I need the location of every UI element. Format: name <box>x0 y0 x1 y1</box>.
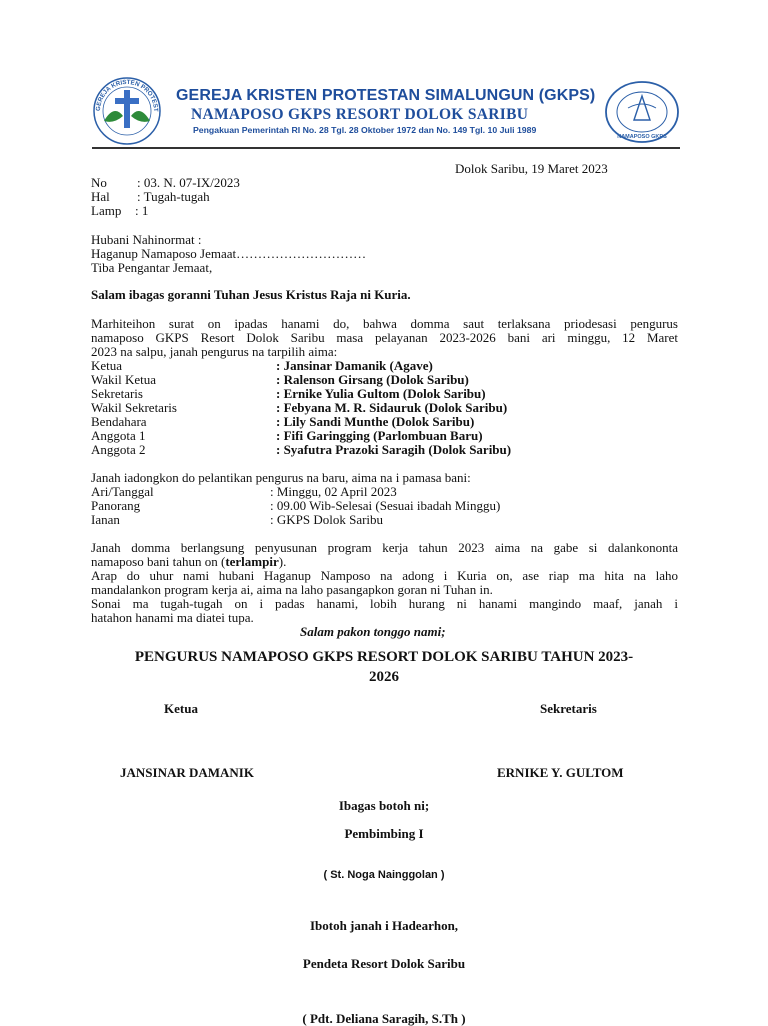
officer-name: : Ernike Yulia Gultom (Dolok Saribu) <box>276 386 486 401</box>
hope-paragraph-line: mandalankon program kerja ai, aima na laho pasangapkon goran ni Tuhan in. <box>91 582 493 597</box>
mentor-name: ( St. Noga Nainggolan ) <box>323 869 445 881</box>
meta-attachment-value: : 1 <box>135 203 149 218</box>
intro-line: namaposo GKPS Resort Dolok Saribu masa pelayanan 2023-2026 bani ari minggu, 12 Maret <box>91 330 678 345</box>
closing-salutation: Salam pakon tonggo nami; <box>300 624 446 639</box>
hope-paragraph-line: Arap do uhur nami hubani Haganup Namposo na adong i Kuria on, ase riap ma hita na laho <box>91 568 678 583</box>
greeting: Salam ibagas goranni Tuhan Jesus Kristus Raja ni Kuria. <box>91 287 411 302</box>
namaposo-logo <box>604 80 680 144</box>
church-logo-text: GEREJA KRISTEN PROTEST <box>94 78 160 112</box>
committee-title <box>80 647 688 687</box>
chair-role: Ketua <box>164 701 198 716</box>
officer-role: Wakil Ketua <box>91 372 157 387</box>
secretary-name: ERNIKE Y. GULTOM <box>497 765 624 780</box>
schedule-label: Ianan <box>91 512 120 527</box>
officer-name: : Febyana M. R. Sidauruk (Dolok Saribu) <box>276 400 508 415</box>
chair-name: JANSINAR DAMANIK <box>120 765 254 780</box>
officer-role: Ketua <box>91 358 123 373</box>
intro-line: 2023 na salpu, janah pengurus na tarpilih aima: <box>91 344 338 359</box>
officer-name: : Lily Sandi Munthe (Dolok Saribu) <box>276 414 475 429</box>
officer-name: : Syafutra Prazoki Saragih (Dolok Saribu) <box>276 442 512 457</box>
approved-by: Ibotoh janah i Hadearhon, <box>309 918 459 933</box>
attachment-note: terlampir <box>225 554 279 569</box>
committee-title-line: PENGURUS NAMAPOSO GKPS RESORT DOLOK SARIBU TAHUN 2023- <box>134 649 634 665</box>
church-logo <box>92 76 162 146</box>
address-line: Tiba Pengantar Jemaat, <box>91 260 213 275</box>
officer-name: : Fifi Garingging (Parlombuan Baru) <box>276 428 483 443</box>
pastor-name: ( Pdt. Deliana Saragih, S.Th ) <box>302 1011 466 1026</box>
government-recognition: Pengakuan Pemerintah RI No. 28 Tgl. 28 Oktober 1972 dan No. 149 Tgl. 10 Juli 1989 <box>193 125 537 135</box>
organization-name: NAMAPOSO GKPS RESORT DOLOK SARIBU <box>191 106 529 123</box>
address-line: Haganup Namaposo Jemaat………………………… <box>91 246 367 261</box>
closing-paragraph-line: Sonai ma tugah-tugah on i padas hanami, lobih hurang ni hanami mangindo maaf, janah i <box>91 596 678 611</box>
program-paragraph-text: namaposo bani tahun on ( <box>91 554 226 569</box>
officer-role: Anggota 1 <box>91 428 146 443</box>
namaposo-logo-text: NAMAPOSO GKPS <box>617 134 667 140</box>
meta-number-label: No <box>91 175 107 190</box>
intro-line: Marhiteihon surat on ipadas hanami do, bahwa domma saut terlaksana priodesasi pengurus <box>91 316 678 331</box>
committee-title-line: 2026 <box>369 669 399 685</box>
schedule-label: Panorang <box>91 498 141 513</box>
letter-date: Dolok Saribu, 19 Maret 2023 <box>455 161 608 176</box>
meta-attachment-label: Lamp <box>91 203 122 218</box>
inauguration-intro: Janah iadongkon do pelantikan pengurus na baru, aima na i pamasa bani: <box>91 470 471 485</box>
officer-role: Anggota 2 <box>91 442 146 457</box>
meta-number-value: : 03. N. 07-IX/2023 <box>137 175 240 190</box>
officer-role: Bendahara <box>91 414 147 429</box>
meta-subject-label: Hal <box>91 189 110 204</box>
officer-role: Sekretaris <box>91 386 143 401</box>
header-divider <box>92 147 680 149</box>
known-by: Ibagas botoh ni; <box>338 798 430 813</box>
schedule-value: : Minggu, 02 April 2023 <box>270 484 397 499</box>
program-paragraph-line <box>91 555 286 569</box>
officer-role: Wakil Sekretaris <box>91 400 177 415</box>
officer-name: : Ralenson Girsang (Dolok Saribu) <box>276 372 469 387</box>
schedule-value: : GKPS Dolok Saribu <box>270 512 384 527</box>
church-name: GEREJA KRISTEN PROTESTAN SIMALUNGUN (GKPS) <box>176 87 596 104</box>
mentor-role: Pembimbing I <box>344 826 424 841</box>
schedule-label: Ari/Tanggal <box>91 484 154 499</box>
address-line: Hubani Nahinormat : <box>91 232 202 247</box>
closing-paragraph-line: hatahon hanami ma diatei tupa. <box>91 610 254 625</box>
pastor-role: Pendeta Resort Dolok Saribu <box>302 956 466 971</box>
program-paragraph-text: ). <box>278 554 287 569</box>
schedule-value: : 09.00 Wib-Selesai (Sesuai ibadah Minggu) <box>270 498 501 513</box>
meta-subject-value: : Tugah-tugah <box>137 189 210 204</box>
program-paragraph-line: Janah domma berlangsung penyusunan program kerja tahun 2023 aima na gabe si dalankononta <box>91 540 678 555</box>
officer-name: : Jansinar Damanik (Agave) <box>276 358 433 373</box>
secretary-role: Sekretaris <box>540 701 597 716</box>
